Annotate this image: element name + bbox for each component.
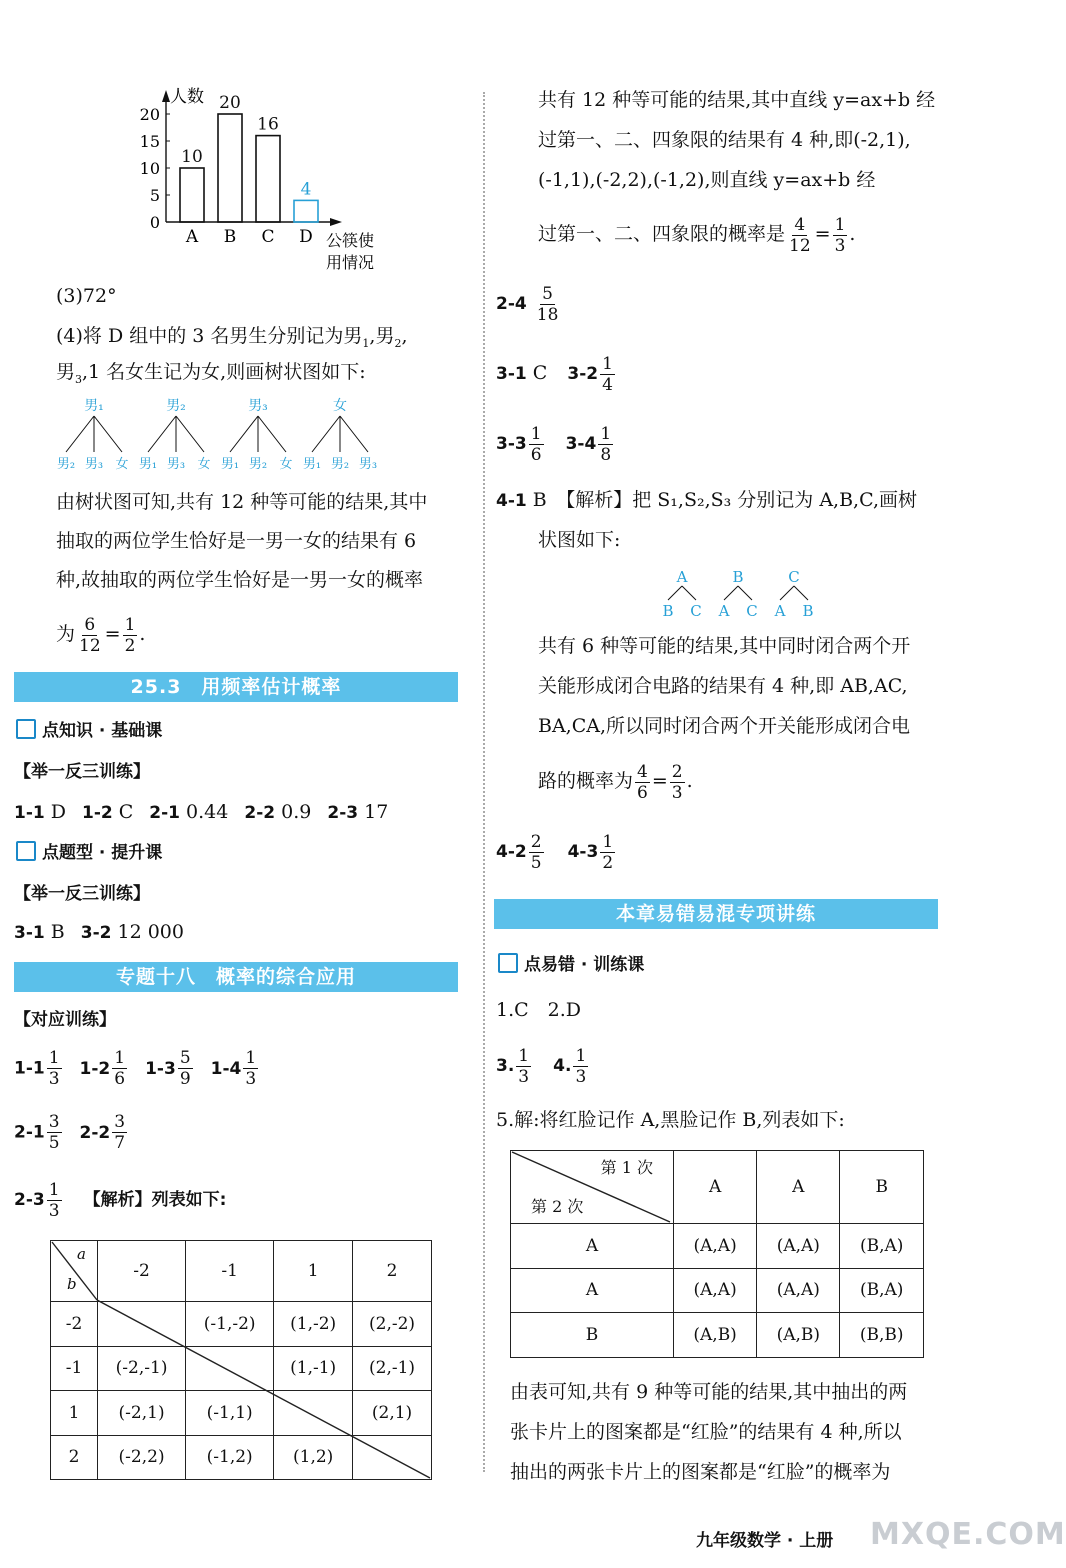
fraction: $\frac{2}{5}$: [530, 831, 542, 873]
fraction: $\frac{1}{8}$: [600, 423, 612, 465]
answer-value: D: [44, 801, 66, 823]
table-cell: (A,A): [674, 1224, 757, 1269]
answer-key: 3-2: [80, 923, 112, 943]
answers-row-2: [14, 912, 184, 953]
tree-branch: [794, 586, 808, 600]
r-line3: (-1,1),(-2,2),(-1,2),则直线 y=ax+b 经: [538, 169, 876, 191]
tree-leaf: 男₃: [166, 457, 186, 472]
fraction: $\frac{4}{12}$: [789, 214, 811, 256]
bar-value-label: 10: [181, 147, 203, 167]
tree-leaf: 男₂: [56, 457, 76, 472]
r-line4: 过第一、二、四象限的概率是 $\frac{4}{12}$ = $\frac{1}{3}$ .: [538, 214, 856, 256]
x-tick-label: B: [223, 227, 237, 247]
answer-value: C: [112, 801, 134, 823]
fraction: $\frac{1}{3}$: [834, 214, 846, 256]
e5-intro: 5.解:将红脸记作 A,黑脸记作 B,列表如下:: [496, 1109, 845, 1131]
answer-2-3: 2-3 $\frac{1}{3}$ 【解析】列表如下:: [14, 1179, 227, 1221]
table-cell: (2,1): [353, 1391, 432, 1436]
r-line2: 过第一、二、四象限的结果有 4 种,即(-2,1),: [538, 129, 911, 151]
tree-leaf: 男₂: [248, 457, 268, 472]
answer-key: 1-4: [210, 1058, 242, 1079]
table-cell: (2,-1): [353, 1346, 432, 1391]
bar-value-label: 4: [300, 179, 312, 200]
tree-branch: [340, 416, 368, 452]
column-header: A: [757, 1151, 840, 1224]
tree-leaf: 男₁: [138, 457, 158, 472]
table-cell: (1,-1): [274, 1346, 353, 1391]
bar-A: [180, 168, 204, 222]
table-cell: (B,A): [840, 1268, 924, 1313]
x-axis-arrow: [330, 218, 342, 226]
watermark: MXQE.COM: [870, 1517, 1066, 1552]
tree-branch: [230, 416, 258, 452]
tree-branch: [94, 416, 122, 452]
fraction: $\frac{1}{2}$: [124, 614, 136, 656]
fraction: $\frac{5}{9}$: [179, 1048, 191, 1089]
answers-3-1-3-2: 3-1 C 3-2 $\frac{1}{4}$: [496, 353, 613, 395]
tree-leaf: B: [802, 602, 814, 620]
fraction: $\frac{1}{3}$: [48, 1179, 60, 1221]
f-line1: 由表可知,共有 9 种等可能的结果,其中抽出的两: [510, 1381, 908, 1403]
row-header: A: [511, 1224, 674, 1269]
answers-e3-e4: 3. $\frac{1}{3}$ 4. $\frac{1}{3}$: [496, 1045, 587, 1087]
bar-B: [218, 114, 242, 222]
tree-leaf: C: [690, 602, 702, 620]
y-axis-arrow: [162, 90, 170, 102]
answer-value: 0.44: [180, 801, 229, 823]
tree-root: B: [732, 568, 744, 586]
fraction: $\frac{2}{3}$: [671, 761, 683, 803]
tree-branch: [176, 416, 204, 452]
table-cell: (-2,-1): [98, 1346, 186, 1391]
answers-fraction-row: [14, 1112, 129, 1153]
fraction: $\frac{1}{3}$: [575, 1045, 587, 1087]
column-header: -1: [186, 1241, 274, 1302]
tree-root: 男₃: [248, 398, 268, 414]
tree-root: A: [676, 568, 688, 586]
x-axis-label-line1: 公筷使: [326, 231, 375, 250]
tree-leaf: 男₂: [330, 457, 350, 472]
clipboard-icon: [16, 841, 36, 861]
x-axis-label-line2: 用情况: [326, 253, 375, 272]
training-heading: 【举一反三训练】: [14, 884, 150, 904]
tree-root: C: [788, 568, 800, 586]
tree-root: 女: [333, 398, 347, 414]
y-tick-label: 20: [139, 105, 160, 124]
tree-diagram-switches: [650, 566, 830, 622]
answer-key: 1-2: [79, 1058, 111, 1079]
row-header: -1: [51, 1346, 98, 1391]
fraction: $\frac{1}{3}$: [518, 1045, 530, 1087]
table-corner: a b: [51, 1241, 98, 1302]
fraction: $\frac{1}{4}$: [602, 353, 613, 395]
subheader-knowledge: 点知识 · 基础课: [16, 716, 162, 741]
tree-branch: [724, 586, 738, 600]
answers-e1-e2: 1.C 2.D: [496, 999, 582, 1021]
answer-key: 2-1: [14, 1122, 45, 1143]
fraction: $\frac{1}{6}$: [530, 423, 542, 465]
tree-leaf: 男₃: [358, 457, 378, 472]
column-header: 2: [353, 1241, 432, 1302]
document-icon: [498, 953, 518, 973]
tree-leaf: 女: [279, 457, 293, 472]
tree-root: 男₁: [84, 398, 104, 414]
fraction: $\frac{6}{12}$: [79, 614, 101, 656]
table-cell: (A,A): [757, 1224, 840, 1269]
q-line1: 共有 6 种等可能的结果,其中同时闭合两个开: [538, 635, 911, 657]
tree-leaf: 男₁: [302, 457, 322, 472]
table-cell: (B,B): [840, 1313, 924, 1358]
answers-4-2-4-3: 4-2 $\frac{2}{5}$ 4-3 $\frac{1}{2}$: [496, 831, 614, 873]
column-header: B: [840, 1151, 924, 1224]
tree-root: 男₂: [166, 398, 186, 414]
tree-leaf: 男₁: [220, 457, 240, 472]
tree-leaf: B: [662, 602, 674, 620]
probability-table-a-b: [50, 1240, 432, 1480]
tree-branch: [148, 416, 176, 452]
y-tick-label: 10: [139, 159, 160, 178]
answer-key: 2-1: [149, 803, 181, 823]
training-heading: 【举一反三训练】: [14, 762, 150, 782]
fraction: $\frac{5}{18}$: [536, 283, 559, 325]
q-line4: 路的概率为 $\frac{4}{6}$ = $\frac{2}{3}$ .: [538, 761, 693, 803]
explain-line2: 抽取的两位学生恰好是一男一女的结果有 6: [56, 530, 417, 552]
column-header: A: [674, 1151, 757, 1224]
answer-2-4: 2-4 $\frac{5}{18}$: [496, 283, 559, 325]
answer-value: B: [44, 921, 65, 943]
footer-label: 九年级数学 · 上册: [696, 1531, 834, 1551]
table-cell: (B,A): [840, 1224, 924, 1269]
q-line2: 关能形成闭合电路的结果有 4 种,即 AB,AC,: [538, 675, 908, 697]
q-line3: BA,CA,所以同时闭合两个开关能形成闭合电: [538, 715, 911, 737]
explain-line4: 为 $\frac{6}{12}$ = $\frac{1}{2}$ .: [56, 614, 146, 656]
y-tick-label: 0: [149, 213, 160, 232]
table-corner: 第 1 次 第 2 次: [511, 1151, 674, 1224]
fraction: $\frac{1}{3}$: [48, 1048, 60, 1089]
explain-line1: 由树状图可知,共有 12 种等可能的结果,其中: [56, 491, 428, 513]
x-tick-label: A: [185, 227, 199, 247]
answer-value: 17: [358, 801, 389, 823]
tree-branch: [66, 416, 94, 452]
section-banner-topic-18: 专题十八 概率的综合应用: [14, 962, 458, 992]
table-cell: (-2,1): [98, 1391, 186, 1436]
bar-value-label: 20: [219, 93, 241, 113]
q4-line1: (4)将 D 组中的 3 名男生分别记为男$_1$,男$_2$,: [56, 325, 408, 350]
answer-value: 12 000: [111, 921, 184, 943]
table-cell: (-2,2): [98, 1435, 186, 1480]
column-header: 1: [274, 1241, 353, 1302]
q3-answer: (3)72°: [56, 285, 117, 307]
table-cell: (-1,-2): [186, 1302, 274, 1347]
answer-value: 0.9: [275, 801, 312, 823]
fraction: $\frac{1}{3}$: [245, 1048, 257, 1089]
answer-4-1: 4-1 B 【解析】把 S₁,S₂,S₃ 分别记为 A,B,C,画树: [496, 489, 917, 511]
f-line2: 张卡片上的图案都是“红脸”的结果有 4 种,所以: [510, 1421, 902, 1443]
fraction: $\frac{3}{5}$: [48, 1112, 60, 1153]
y-tick-label: 15: [139, 132, 160, 151]
table-cell: (A,B): [757, 1313, 840, 1358]
answer-key: 2-3: [327, 803, 359, 823]
tree-leaf: A: [774, 602, 786, 620]
table-diagonals: [50, 1240, 432, 1480]
tree-leaf: 女: [197, 457, 211, 472]
row-header: -2: [51, 1302, 98, 1347]
table-cell: (A,B): [674, 1313, 757, 1358]
f-line3: 抽出的两张卡片上的图案都是“红脸”的概率为: [510, 1461, 891, 1483]
x-tick-label: C: [261, 227, 275, 247]
tree-branch: [668, 586, 682, 600]
row-header: 1: [51, 1391, 98, 1436]
fraction: $\frac{3}{7}$: [114, 1112, 126, 1153]
training-heading: 【对应训练】: [14, 1010, 116, 1030]
bar-chart: [130, 82, 400, 282]
answer-key: 1-1: [14, 1058, 45, 1079]
column-header: -2: [98, 1241, 186, 1302]
book-icon: [16, 719, 36, 739]
answer-key: 1-3: [145, 1058, 176, 1079]
fraction: $\frac{1}{6}$: [114, 1048, 126, 1089]
table-cell: (2,-2): [353, 1302, 432, 1347]
table-cell: (-1,2): [186, 1435, 274, 1480]
answers-fraction-row: [14, 1048, 260, 1089]
table-cell: (1,2): [274, 1435, 353, 1480]
tree-diagram: [50, 394, 390, 476]
table-cell: (A,A): [674, 1268, 757, 1313]
fraction: $\frac{1}{2}$: [602, 831, 614, 873]
table-cell: (A,A): [757, 1268, 840, 1313]
explain-line3: 种,故抽取的两位学生恰好是一男一女的概率: [56, 569, 424, 591]
tree-branch: [780, 586, 794, 600]
fraction: $\frac{4}{6}$: [637, 761, 648, 803]
subheader-mistakes: 点易错 · 训练课: [498, 950, 644, 975]
table-cell: (1,-2): [274, 1302, 353, 1347]
answer-key: 1-2: [82, 803, 113, 823]
card-table: [510, 1150, 924, 1358]
y-tick-label: 5: [149, 186, 160, 205]
q4-line2: 男$_3$,1 名女生记为女,则画树状图如下:: [56, 361, 366, 386]
tree-leaf: 女: [115, 457, 129, 472]
answer-4-1-cont: 状图如下:: [538, 529, 621, 551]
table-cell: (-1,1): [186, 1391, 274, 1436]
row-header: A: [511, 1268, 674, 1313]
answers-row-1: [14, 792, 388, 833]
tree-leaf: A: [718, 602, 730, 620]
bar-D: [294, 200, 318, 222]
column-divider: [483, 92, 485, 1472]
y-axis-label: 人数: [170, 87, 204, 107]
answer-key: 3-1: [14, 923, 45, 943]
tree-leaf: 男₃: [84, 457, 104, 472]
section-banner-chapter-review: 本章易错易混专项讲练: [494, 899, 938, 929]
subheader-types: 点题型 · 提升课: [16, 838, 162, 863]
bar-C: [256, 136, 280, 222]
section-banner-25-3: 25.3 用频率估计概率: [14, 672, 458, 702]
answer-key: 1-1: [14, 803, 45, 823]
row-header: 2: [51, 1435, 98, 1480]
bar-value-label: 16: [257, 114, 279, 135]
x-tick-label: D: [299, 227, 313, 247]
r-line1: 共有 12 种等可能的结果,其中直线 y=ax+b 经: [538, 89, 936, 111]
tree-branch: [258, 416, 286, 452]
tree-leaf: C: [746, 602, 758, 620]
answers-3-3-3-4: 3-3 $\frac{1}{6}$ 3-4 $\frac{1}{8}$: [496, 423, 612, 465]
answer-key: 2-2: [244, 803, 276, 823]
answer-key: 2-2: [79, 1122, 111, 1143]
tree-branch: [312, 416, 340, 452]
tree-branch: [738, 586, 752, 600]
row-header: B: [511, 1313, 674, 1358]
tree-branch: [682, 586, 696, 600]
